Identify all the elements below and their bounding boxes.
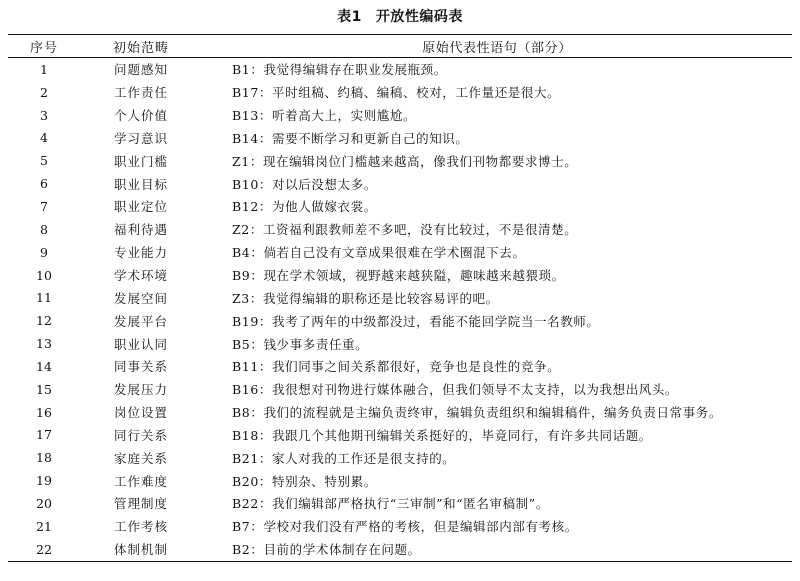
table-row xyxy=(8,515,792,538)
table-row xyxy=(8,58,792,81)
table-row xyxy=(8,286,792,309)
table-row xyxy=(8,264,792,287)
row-category: 职业门槛 xyxy=(113,153,168,169)
row-category: 学术环境 xyxy=(113,268,168,284)
table-row xyxy=(8,469,792,492)
row-category: 工作考核 xyxy=(113,519,168,535)
row-category: 职业认同 xyxy=(113,336,168,352)
row-quote: B8：我们的流程就是主编负责终审，编辑负责组织和编辑稿件，编务负责日常事务。 xyxy=(232,405,722,421)
table-row xyxy=(8,492,792,515)
row-number: 4 xyxy=(40,130,48,146)
row-number: 9 xyxy=(40,244,48,260)
row-category: 问题感知 xyxy=(113,62,168,78)
row-quote: B2：目前的学术体制存在问题。 xyxy=(202,538,792,561)
header-quote: 原始代表性语句（部分） xyxy=(202,35,792,58)
table-body xyxy=(8,58,792,562)
row-category: 岗位设置 xyxy=(113,405,168,421)
row-quote: B22：我们编辑部严格执行“三审制”和“匿名审稿制”。 xyxy=(232,496,549,512)
row-number: 2 xyxy=(40,84,48,100)
row-category: 同事关系 xyxy=(113,359,168,375)
table-row xyxy=(8,149,792,172)
row-number: 6 xyxy=(40,176,48,192)
table-row xyxy=(8,401,792,424)
table-row xyxy=(8,172,792,195)
table-row xyxy=(8,104,792,127)
table-caption xyxy=(0,6,800,26)
row-category: 专业能力 xyxy=(113,245,168,261)
row-number: 7 xyxy=(40,198,48,214)
row-quote: B17：平时组稿、约稿、编稿、校对，工作量还是很大。 xyxy=(232,85,561,101)
row-category: 工作难度 xyxy=(113,473,168,489)
table-row xyxy=(8,538,792,561)
row-category: 体制机制 xyxy=(80,538,202,561)
row-category: 个人价值 xyxy=(113,108,168,124)
row-number: 22 xyxy=(8,538,80,561)
row-quote: B18：我跟几个其他期刊编辑关系挺好的，毕竟同行，有许多共同话题。 xyxy=(232,427,652,443)
row-quote: B13：听着高大上，实则尴尬。 xyxy=(232,108,417,124)
row-category: 同行关系 xyxy=(113,427,168,443)
row-number: 11 xyxy=(36,290,52,306)
table-caption-text: 开放性编码表 xyxy=(375,9,463,25)
table-row xyxy=(8,309,792,332)
row-number: 8 xyxy=(40,221,48,237)
table-row xyxy=(8,332,792,355)
row-number: 1 xyxy=(40,61,48,77)
row-category: 职业定位 xyxy=(113,199,168,215)
row-category: 工作责任 xyxy=(113,85,168,101)
row-number: 16 xyxy=(36,404,52,420)
row-quote: Z1：现在编辑岗位门槛越来越高，像我们刊物都要求博士。 xyxy=(232,153,578,169)
row-quote: Z3：我觉得编辑的职称还是比较容易评的吧。 xyxy=(232,290,499,306)
row-number: 5 xyxy=(40,153,48,169)
row-quote: B10：对以后没想太多。 xyxy=(232,176,377,192)
row-category: 发展平台 xyxy=(113,313,168,329)
header-number: 序号 xyxy=(8,35,80,58)
table-row xyxy=(8,241,792,264)
header-category: 初始范畴 xyxy=(80,35,202,58)
row-number: 12 xyxy=(36,313,52,329)
row-quote: B7：学校对我们没有严格的考核，但是编辑部内部有考核。 xyxy=(232,519,578,535)
table-caption-number: 表1 xyxy=(337,9,362,25)
row-category: 发展空间 xyxy=(113,290,168,306)
row-number: 18 xyxy=(36,450,52,466)
row-number: 14 xyxy=(36,358,52,374)
table-row xyxy=(8,446,792,469)
row-number: 21 xyxy=(36,518,52,534)
row-quote: B5：钱少事多责任重。 xyxy=(232,336,369,352)
row-quote: B19：我考了两年的中级都没过，看能不能回学院当一名教师。 xyxy=(232,313,600,329)
row-category: 职业目标 xyxy=(113,176,168,192)
row-category: 福利待遇 xyxy=(113,222,168,238)
open-coding-table xyxy=(8,34,792,562)
row-category: 发展压力 xyxy=(113,382,168,398)
row-number: 17 xyxy=(36,427,52,443)
table-row xyxy=(8,127,792,150)
table-row xyxy=(8,218,792,241)
table-row xyxy=(8,378,792,401)
table-row xyxy=(8,81,792,104)
row-quote: B11：我们同事之间关系都很好，竞争也是良性的竞争。 xyxy=(232,359,561,375)
row-number: 19 xyxy=(36,473,52,489)
row-number: 15 xyxy=(36,381,52,397)
row-quote: B1：我觉得编辑存在职业发展瓶颈。 xyxy=(232,62,447,78)
row-category: 家庭关系 xyxy=(113,450,168,466)
row-number: 3 xyxy=(40,107,48,123)
row-quote: B16：我很想对刊物进行媒体融合，但我们领导不太支持，以为我想出风头。 xyxy=(232,382,679,398)
table-row xyxy=(8,195,792,218)
table-header-row xyxy=(8,35,792,58)
row-quote: B14：需要不断学习和更新自己的知识。 xyxy=(232,130,469,146)
row-quote: B9：现在学术领域，视野越来越狭隘，趣味越来越猥琐。 xyxy=(232,268,565,284)
row-quote: B20：特别杂、特别累。 xyxy=(232,473,377,489)
table-row xyxy=(8,424,792,447)
row-category: 学习意识 xyxy=(113,130,168,146)
row-quote: B21：家人对我的工作还是很支持的。 xyxy=(232,450,456,466)
table-row xyxy=(8,355,792,378)
row-quote: Z2：工资福利跟教师差不多吧，没有比较过，不是很清楚。 xyxy=(232,222,578,238)
row-quote: B4：倘若自己没有文章成果很难在学术圈混下去。 xyxy=(232,245,526,261)
row-number: 20 xyxy=(36,495,52,511)
row-number: 10 xyxy=(36,267,52,283)
row-category: 管理制度 xyxy=(113,496,168,512)
row-quote: B12：为他人做嫁衣裳。 xyxy=(232,199,377,215)
row-number: 13 xyxy=(36,336,52,352)
